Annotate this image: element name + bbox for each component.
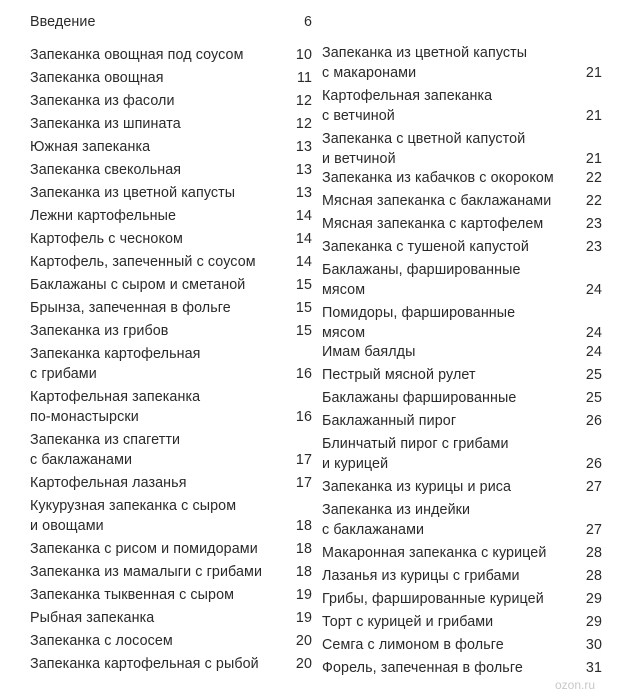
toc-entry-page: 31 bbox=[585, 660, 602, 676]
toc-entry-page: 13 bbox=[295, 139, 312, 155]
toc-entry-title: Запеканка из шпината bbox=[30, 116, 181, 132]
toc-entry-title: Картофельная запеканка с ветчиной bbox=[322, 88, 493, 124]
toc-entry bbox=[30, 91, 312, 111]
toc-entry-page: 22 bbox=[585, 193, 602, 209]
toc-entry-title: Запеканка тыквенная с сыром bbox=[30, 587, 235, 603]
toc-entry-page: 14 bbox=[295, 208, 312, 224]
toc-entry-title: Запеканка свекольная bbox=[30, 162, 182, 178]
toc-entry-title: Картофельная лазанья bbox=[30, 475, 187, 491]
toc-entry-title: Мясная запеканка с баклажанами bbox=[322, 193, 552, 209]
toc-entry-title: Запеканка с рисом и помидорами bbox=[30, 541, 258, 557]
toc-entry-title: Рыбная запеканка bbox=[30, 610, 155, 626]
toc-entry-page: 12 bbox=[295, 93, 312, 109]
toc-entry bbox=[30, 631, 312, 651]
toc-entry bbox=[30, 68, 312, 88]
toc-entry-page: 14 bbox=[295, 231, 312, 247]
toc-entry bbox=[30, 229, 312, 249]
toc-entry bbox=[322, 237, 602, 257]
toc-entry-title: Лазанья из курицы с грибами bbox=[322, 568, 520, 584]
toc-entry-title: Имам баялды bbox=[322, 344, 416, 360]
toc-entry-page: 29 bbox=[585, 614, 602, 630]
toc-entry bbox=[322, 589, 602, 609]
toc-entry-page: 28 bbox=[585, 545, 602, 561]
toc-entry bbox=[30, 387, 312, 427]
toc-entry-title: Лежни картофельные bbox=[30, 208, 177, 224]
toc-entry bbox=[30, 206, 312, 226]
toc-entry bbox=[322, 191, 602, 211]
toc-entry-page: 19 bbox=[295, 610, 312, 626]
toc-entry bbox=[30, 539, 312, 559]
toc-entry-title: Картофельная запеканка по-монастырски bbox=[30, 389, 201, 425]
toc-entry-title: Мясная запеканка с картофелем bbox=[322, 216, 544, 232]
toc-entry-page: 11 bbox=[296, 70, 312, 86]
toc-entry-page: 27 bbox=[585, 479, 602, 495]
toc-entry bbox=[322, 566, 602, 586]
toc-entry-page: 15 bbox=[295, 323, 312, 339]
toc-entry-page: 23 bbox=[585, 239, 602, 255]
toc-entry-page: 21 bbox=[585, 108, 602, 124]
toc-entry-page: 12 bbox=[295, 116, 312, 132]
toc-entry-page: 23 bbox=[585, 216, 602, 232]
toc-entry-title: Форель, запеченная в фольге bbox=[322, 660, 523, 676]
toc-entry-title: Картофель с чесноком bbox=[30, 231, 183, 247]
toc-entry-title: Запеканка с тушеной капустой bbox=[322, 239, 529, 255]
toc-entry-page: 18 bbox=[295, 564, 312, 580]
toc-entry bbox=[322, 129, 602, 169]
toc-entry-page: 13 bbox=[295, 162, 312, 178]
toc-entry-title: Картофель, запеченный с соусом bbox=[30, 254, 256, 270]
toc-entry-page: 19 bbox=[295, 587, 312, 603]
toc-entry-page: 27 bbox=[585, 522, 602, 538]
toc-entry-title: Запеканка овощная bbox=[30, 70, 164, 86]
toc-entry-page: 24 bbox=[585, 282, 602, 298]
toc-entry-page: 25 bbox=[585, 367, 602, 383]
toc-entry bbox=[30, 473, 312, 493]
toc-entry-page: 14 bbox=[295, 254, 312, 270]
toc-entry-page: 30 bbox=[585, 637, 602, 653]
toc-entry-title: Южная запеканка bbox=[30, 139, 151, 155]
toc-entry bbox=[30, 160, 312, 180]
toc-entry-title: Баклажаны фаршированные bbox=[322, 390, 517, 406]
toc-entry-title: Баклажанный пирог bbox=[322, 413, 457, 429]
toc-entry bbox=[30, 183, 312, 203]
toc-entry-page: 28 bbox=[585, 568, 602, 584]
toc-entry bbox=[322, 500, 602, 540]
toc-entry-title: Запеканка из курицы и риса bbox=[322, 479, 512, 495]
toc-entry bbox=[322, 388, 602, 408]
toc-entry-page: 15 bbox=[295, 277, 312, 293]
toc-entry bbox=[30, 137, 312, 157]
toc-entry-title: Семга с лимоном в фольге bbox=[322, 637, 504, 653]
toc-entry-page: 20 bbox=[295, 656, 312, 672]
toc-entry bbox=[30, 562, 312, 582]
watermark: ozon.ru bbox=[554, 678, 595, 692]
toc-entry-title: Введение bbox=[30, 14, 96, 30]
toc-entry bbox=[322, 411, 602, 431]
toc-entry-title: Пестрый мясной рулет bbox=[322, 367, 476, 383]
toc-entry-title: Кукурузная запеканка с сыром и овощами bbox=[30, 498, 237, 534]
toc-entry-page: 17 bbox=[295, 475, 312, 491]
toc-entry bbox=[322, 543, 602, 563]
toc-entry-page: 21 bbox=[585, 151, 602, 167]
toc-entry bbox=[322, 168, 602, 188]
toc-entry bbox=[322, 635, 602, 655]
toc-entry bbox=[322, 365, 602, 385]
toc-entry-page: 26 bbox=[585, 456, 602, 472]
toc-entry-page: 6 bbox=[303, 14, 312, 30]
toc-entry-title: Баклажаны, фаршированные мясом bbox=[322, 262, 521, 298]
toc-entry-page: 29 bbox=[585, 591, 602, 607]
toc-entry bbox=[322, 342, 602, 362]
toc-entry-page: 16 bbox=[295, 366, 312, 382]
toc-entry-title: Грибы, фаршированные курицей bbox=[322, 591, 544, 607]
toc-entry-page: 20 bbox=[295, 633, 312, 649]
toc-entry-title: Запеканка картофельная с грибами bbox=[30, 346, 201, 382]
toc-entry-title: Баклажаны с сыром и сметаной bbox=[30, 277, 246, 293]
toc-entry-title: Блинчатый пирог с грибами и курицей bbox=[322, 436, 509, 472]
toc-entry-title: Брынза, запеченная в фольге bbox=[30, 300, 231, 316]
toc-entry-title: Торт с курицей и грибами bbox=[322, 614, 494, 630]
toc-entry-title: Запеканка из цветной капусты bbox=[30, 185, 236, 201]
toc-entry bbox=[322, 86, 602, 126]
toc-entry-title: Запеканка из грибов bbox=[30, 323, 169, 339]
toc-entry bbox=[30, 496, 312, 536]
toc-entry bbox=[30, 298, 312, 318]
toc-entry-page: 25 bbox=[585, 390, 602, 406]
toc-entry bbox=[30, 654, 312, 674]
toc-entry-page: 21 bbox=[585, 65, 602, 81]
toc-entry-page: 26 bbox=[585, 413, 602, 429]
toc-entry-title: Запеканка из кабачков с окороком bbox=[322, 170, 554, 186]
toc-entry-title: Запеканка с лососем bbox=[30, 633, 173, 649]
toc-entry bbox=[322, 303, 602, 343]
toc-entry-title: Запеканка картофельная с рыбой bbox=[30, 656, 259, 672]
toc-entry bbox=[30, 585, 312, 605]
toc-entry-page: 15 bbox=[295, 300, 312, 316]
toc-entry bbox=[30, 252, 312, 272]
toc-entry-page: 10 bbox=[295, 47, 312, 63]
toc-entry bbox=[30, 45, 312, 65]
toc-entry bbox=[30, 430, 312, 470]
toc-entry-title: Запеканка с цветной капустой и ветчиной bbox=[322, 131, 526, 167]
toc-entry bbox=[30, 321, 312, 341]
toc-entry-title: Запеканка из мамалыги с грибами bbox=[30, 564, 263, 580]
toc-entry bbox=[322, 612, 602, 632]
toc-entry bbox=[30, 12, 312, 32]
toc-entry bbox=[322, 658, 602, 678]
toc-entry-page: 22 bbox=[585, 170, 602, 186]
toc-entry-page: 16 bbox=[295, 409, 312, 425]
toc-entry bbox=[30, 275, 312, 295]
toc-entry bbox=[30, 344, 312, 384]
toc-entry bbox=[322, 260, 602, 300]
toc-entry-page: 17 bbox=[295, 452, 312, 468]
toc-entry-title: Запеканка овощная под соусом bbox=[30, 47, 244, 63]
toc-entry bbox=[322, 434, 602, 474]
toc-entry-title: Запеканка из индейки с баклажанами bbox=[322, 502, 471, 538]
toc-entry-title: Запеканка из фасоли bbox=[30, 93, 175, 109]
toc-entry bbox=[322, 43, 602, 83]
toc-entry-page: 13 bbox=[295, 185, 312, 201]
toc-entry-page: 18 bbox=[295, 518, 312, 534]
toc-entry-page: 18 bbox=[295, 541, 312, 557]
toc-entry-title: Запеканка из спагетти с баклажанами bbox=[30, 432, 181, 468]
toc-entry bbox=[30, 608, 312, 628]
toc-entry bbox=[322, 214, 602, 234]
toc-entry-page: 24 bbox=[585, 325, 602, 341]
toc-entry bbox=[322, 477, 602, 497]
toc-entry-page: 24 bbox=[585, 344, 602, 360]
toc-entry-title: Помидоры, фаршированные мясом bbox=[322, 305, 516, 341]
toc-entry-title: Запеканка из цветной капусты с макаронами bbox=[322, 45, 528, 81]
toc-entry bbox=[30, 114, 312, 134]
toc-entry-title: Макаронная запеканка с курицей bbox=[322, 545, 547, 561]
